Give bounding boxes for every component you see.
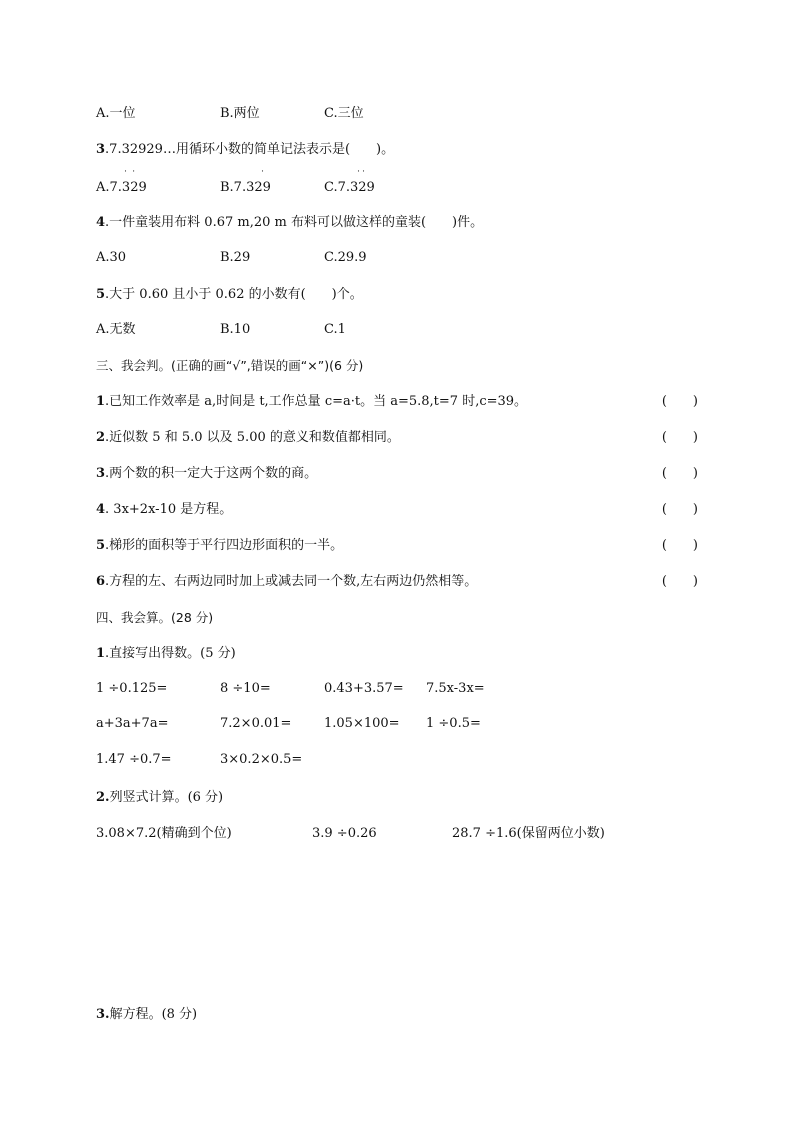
item-text: 解方程。(8 分) <box>109 1007 198 1022</box>
calc-item: 3×0.2×0.5= <box>220 752 303 767</box>
section-4-heading: 四、我会算。(28 分) <box>96 610 214 625</box>
item-number: 6 <box>96 574 106 589</box>
answer-parens: ( ) <box>661 430 698 445</box>
repeating-dot-marks: ˙˙ <box>356 170 366 181</box>
repeating-dot-marks: ˙ ˙ <box>123 170 137 181</box>
item-text: .已知工作效率是 a,时间是 t,工作总量 c=a·t。当 a=5.8,t=7 时,c=39。 <box>105 394 528 409</box>
calc-item: a+3a+7a= <box>96 716 169 731</box>
question-text: .7.32929…用循环小数的简单记法表示是( )。 <box>105 142 395 157</box>
calc-item: 8 ÷10= <box>220 681 271 696</box>
judge-item-3 <box>96 465 317 483</box>
question-number: 3 <box>96 142 106 157</box>
q4-option-a: A.30 <box>96 250 127 265</box>
repeating-dot-marks: ˙ <box>260 170 265 181</box>
judge-item-1 <box>96 393 527 411</box>
question-text: .大于 0.60 且小于 0.62 的小数有( )个。 <box>105 287 363 302</box>
item-number: 2. <box>96 790 110 805</box>
item-text: 列竖式计算。(6 分) <box>109 790 224 805</box>
q3-option-c: C.7.329 <box>324 180 375 195</box>
calc-item: 1.47 ÷0.7= <box>96 752 172 767</box>
item-text: .方程的左、右两边同时加上或减去同一个数,左右两边仍然相等。 <box>105 574 478 589</box>
item-text: .直接写出得数。(5 分) <box>105 646 236 661</box>
q5-option-c: C.1 <box>324 322 346 337</box>
item-number: 3. <box>96 1007 110 1022</box>
question-4 <box>96 214 483 232</box>
answer-parens: ( ) <box>661 574 698 589</box>
q4-option-c: C.29.9 <box>324 250 367 265</box>
subquestion-1 <box>96 645 236 663</box>
section-3-heading: 三、我会判。(正确的画“√”,错误的画“×”)(6 分) <box>96 358 364 373</box>
subquestion-2 <box>96 789 223 807</box>
answer-parens: ( ) <box>661 502 698 517</box>
calc-item: 1.05×100= <box>324 716 400 731</box>
subquestion-3 <box>96 1006 197 1024</box>
calc-item: 7.5x-3x= <box>426 681 485 696</box>
judge-item-5 <box>96 537 343 555</box>
q3-option-a: A.7.329 <box>96 180 147 195</box>
question-3 <box>96 141 394 159</box>
answer-parens: ( ) <box>661 394 698 409</box>
item-text: .两个数的积一定大于这两个数的商。 <box>105 466 318 481</box>
vertical-calc-item: 28.7 ÷1.6(保留两位小数) <box>452 826 605 841</box>
calc-item: 1 ÷0.125= <box>96 681 168 696</box>
q3-option-b: B.7.329 <box>220 180 271 195</box>
answer-parens: ( ) <box>661 466 698 481</box>
question-text: .一件童装用布料 0.67 m,20 m 布料可以做这样的童装( )件。 <box>105 215 484 230</box>
judge-item-4 <box>96 501 232 519</box>
q2-option-a: A.一位 <box>96 106 136 121</box>
question-5 <box>96 286 363 304</box>
q5-option-b: B.10 <box>220 322 251 337</box>
item-number: 1 <box>96 646 106 661</box>
judge-item-2 <box>96 429 400 447</box>
q5-option-a: A.无数 <box>96 322 136 337</box>
question-number: 4 <box>96 215 106 230</box>
item-number: 1 <box>96 394 106 409</box>
item-text: . 3x+2x-10 是方程。 <box>105 502 233 517</box>
vertical-calc-item: 3.9 ÷0.26 <box>312 826 377 841</box>
question-number: 5 <box>96 287 106 302</box>
vertical-calc-item: 3.08×7.2(精确到个位) <box>96 826 232 841</box>
calc-item: 0.43+3.57= <box>324 681 404 696</box>
answer-parens: ( ) <box>661 538 698 553</box>
judge-item-6 <box>96 573 477 591</box>
q4-option-b: B.29 <box>220 250 251 265</box>
item-text: .近似数 5 和 5.0 以及 5.00 的意义和数值都相同。 <box>105 430 400 445</box>
item-number: 5 <box>96 538 106 553</box>
item-number: 3 <box>96 466 106 481</box>
calc-item: 1 ÷0.5= <box>426 716 481 731</box>
item-number: 2 <box>96 430 106 445</box>
item-number: 4 <box>96 502 106 517</box>
q2-option-c: C.三位 <box>324 106 364 121</box>
item-text: .梯形的面积等于平行四边形面积的一半。 <box>105 538 344 553</box>
q2-option-b: B.两位 <box>220 106 260 121</box>
calc-item: 7.2×0.01= <box>220 716 292 731</box>
